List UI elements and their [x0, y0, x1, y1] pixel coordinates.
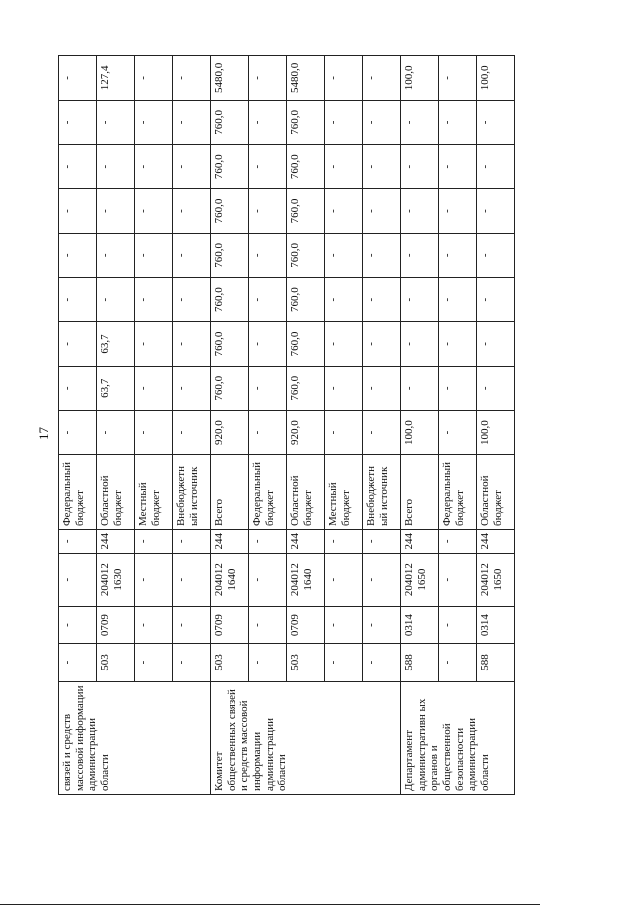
y3-cell: -	[325, 277, 363, 321]
y6-cell: 760,0	[287, 145, 325, 189]
type-cell: -	[325, 530, 363, 554]
rotated-page	[0, 55, 540, 905]
y5-cell: -	[325, 189, 363, 233]
y4-cell: -	[325, 233, 363, 277]
total-cell: -	[363, 410, 401, 454]
section-cell: 0314	[477, 606, 515, 644]
y1-cell: -	[249, 366, 287, 410]
target-cell: -	[59, 553, 97, 606]
y7-cell: -	[439, 100, 477, 144]
y6-cell: -	[173, 145, 211, 189]
y5-cell: -	[439, 189, 477, 233]
y1-cell: -	[439, 366, 477, 410]
y6-cell: -	[439, 145, 477, 189]
total-cell: -	[59, 410, 97, 454]
y1-cell: -	[135, 366, 173, 410]
y4-cell: -	[477, 233, 515, 277]
y2-cell: -	[439, 322, 477, 366]
y7-cell: -	[401, 100, 439, 144]
type-cell: 244	[401, 530, 439, 554]
section-cell: 0709	[97, 606, 135, 644]
type-cell: -	[363, 530, 401, 554]
code-cell: 503	[287, 644, 325, 681]
y7-cell: -	[363, 100, 401, 144]
y3-cell: -	[249, 277, 287, 321]
y6-cell: -	[477, 145, 515, 189]
target-cell: 204012 1650	[477, 553, 515, 606]
table-row	[59, 56, 97, 795]
code-cell: -	[173, 644, 211, 681]
section-cell: -	[59, 606, 97, 644]
total-cell: 920,0	[287, 410, 325, 454]
code-cell: 503	[97, 644, 135, 681]
target-cell: 204012 1650	[401, 553, 439, 606]
y8-cell: -	[249, 56, 287, 101]
source-cell: Областной бюджет	[97, 455, 135, 530]
y1-cell: 63,7	[97, 366, 135, 410]
y7-cell: -	[173, 100, 211, 144]
source-cell: Внебюджетн ый источник	[173, 455, 211, 530]
type-cell: 244	[477, 530, 515, 554]
code-cell: -	[363, 644, 401, 681]
section-cell: -	[173, 606, 211, 644]
section-cell: -	[363, 606, 401, 644]
y7-cell: -	[249, 100, 287, 144]
y5-cell: -	[173, 189, 211, 233]
y6-cell: -	[249, 145, 287, 189]
section-cell: 0709	[211, 606, 249, 644]
total-cell: 100,0	[477, 410, 515, 454]
code-cell: -	[135, 644, 173, 681]
total-cell: -	[439, 410, 477, 454]
code-cell: 503	[211, 644, 249, 681]
source-cell: Областной бюджет	[477, 455, 515, 530]
type-cell: -	[249, 530, 287, 554]
source-cell: Федеральный бюджет	[249, 455, 287, 530]
section-cell: -	[249, 606, 287, 644]
target-cell: 204012 1640	[211, 553, 249, 606]
y2-cell: -	[401, 322, 439, 366]
y1-cell: 760,0	[211, 366, 249, 410]
target-cell: 204012 1640	[287, 553, 325, 606]
y3-cell: -	[363, 277, 401, 321]
total-cell: -	[325, 410, 363, 454]
section-cell: -	[135, 606, 173, 644]
source-cell: Федеральный бюджет	[439, 455, 477, 530]
source-cell: Областной бюджет	[287, 455, 325, 530]
y7-cell: -	[97, 100, 135, 144]
y5-cell: -	[97, 189, 135, 233]
y5-cell: -	[135, 189, 173, 233]
y4-cell: -	[439, 233, 477, 277]
y1-cell: -	[325, 366, 363, 410]
y2-cell: -	[325, 322, 363, 366]
y4-cell: -	[135, 233, 173, 277]
source-cell: Внебюджетн ый источник	[363, 455, 401, 530]
y2-cell: -	[249, 322, 287, 366]
y7-cell: -	[135, 100, 173, 144]
y8-cell: 127,4	[97, 56, 135, 101]
code-cell: -	[59, 644, 97, 681]
y1-cell: -	[363, 366, 401, 410]
code-cell: -	[439, 644, 477, 681]
y6-cell: 760,0	[211, 145, 249, 189]
y8-cell: 100,0	[401, 56, 439, 101]
y3-cell: 760,0	[287, 277, 325, 321]
type-cell: 244	[287, 530, 325, 554]
total-cell: -	[135, 410, 173, 454]
type-cell: 244	[211, 530, 249, 554]
source-cell: Местный бюджет	[325, 455, 363, 530]
y8-cell: -	[325, 56, 363, 101]
source-cell: Всего	[211, 455, 249, 530]
y6-cell: -	[97, 145, 135, 189]
y3-cell: -	[173, 277, 211, 321]
section-cell: 0709	[287, 606, 325, 644]
total-cell: -	[249, 410, 287, 454]
y2-cell: 63,7	[97, 322, 135, 366]
y2-cell: 760,0	[211, 322, 249, 366]
y2-cell: -	[59, 322, 97, 366]
y6-cell: -	[59, 145, 97, 189]
y6-cell: -	[325, 145, 363, 189]
y5-cell: 760,0	[211, 189, 249, 233]
y3-cell: -	[59, 277, 97, 321]
y6-cell: -	[135, 145, 173, 189]
y8-cell: 5480,0	[287, 56, 325, 101]
section-cell: -	[325, 606, 363, 644]
table-row	[401, 56, 439, 795]
y1-cell: -	[59, 366, 97, 410]
target-cell: -	[439, 553, 477, 606]
y2-cell: -	[135, 322, 173, 366]
type-cell: -	[59, 530, 97, 554]
y4-cell: -	[249, 233, 287, 277]
y1-cell: -	[173, 366, 211, 410]
y8-cell: -	[439, 56, 477, 101]
total-cell: 920,0	[211, 410, 249, 454]
target-cell: 204012 1630	[97, 553, 135, 606]
y7-cell: -	[59, 100, 97, 144]
y5-cell: -	[363, 189, 401, 233]
y8-cell: -	[59, 56, 97, 101]
type-cell: 244	[97, 530, 135, 554]
y3-cell: -	[477, 277, 515, 321]
y5-cell: -	[59, 189, 97, 233]
y3-cell: -	[439, 277, 477, 321]
y6-cell: -	[363, 145, 401, 189]
section-cell: -	[439, 606, 477, 644]
total-cell: 100,0	[401, 410, 439, 454]
type-cell: -	[439, 530, 477, 554]
organization-cell: Комитет общественных связей и средств массовой информации администрации области	[211, 681, 401, 794]
y4-cell: -	[401, 233, 439, 277]
y2-cell: -	[173, 322, 211, 366]
y4-cell: -	[363, 233, 401, 277]
y3-cell: -	[135, 277, 173, 321]
target-cell: -	[249, 553, 287, 606]
section-cell: 0314	[401, 606, 439, 644]
y6-cell: -	[401, 145, 439, 189]
y5-cell: -	[477, 189, 515, 233]
y2-cell: -	[477, 322, 515, 366]
target-cell: -	[135, 553, 173, 606]
y8-cell: -	[135, 56, 173, 101]
budget-table	[58, 55, 515, 795]
y7-cell: -	[325, 100, 363, 144]
target-cell: -	[363, 553, 401, 606]
total-cell: -	[173, 410, 211, 454]
y7-cell: 760,0	[287, 100, 325, 144]
y8-cell: 5480,0	[211, 56, 249, 101]
y5-cell: -	[401, 189, 439, 233]
table-row	[211, 56, 249, 795]
y8-cell: -	[363, 56, 401, 101]
total-cell: -	[97, 410, 135, 454]
y7-cell: -	[477, 100, 515, 144]
target-cell: -	[325, 553, 363, 606]
y5-cell: -	[249, 189, 287, 233]
y8-cell: -	[173, 56, 211, 101]
source-cell: Всего	[401, 455, 439, 530]
type-cell: -	[135, 530, 173, 554]
code-cell: -	[325, 644, 363, 681]
organization-cell: связей и средств массовой информации администрации области	[59, 681, 211, 794]
y4-cell: 760,0	[287, 233, 325, 277]
page-number: 17	[36, 427, 51, 440]
y7-cell: 760,0	[211, 100, 249, 144]
y3-cell: 760,0	[211, 277, 249, 321]
y1-cell: -	[477, 366, 515, 410]
source-cell: Федеральный бюджет	[59, 455, 97, 530]
code-cell: -	[249, 644, 287, 681]
y1-cell: 760,0	[287, 366, 325, 410]
y3-cell: -	[97, 277, 135, 321]
code-cell: 588	[477, 644, 515, 681]
y8-cell: 100,0	[477, 56, 515, 101]
y2-cell: -	[363, 322, 401, 366]
y4-cell: -	[173, 233, 211, 277]
target-cell: -	[173, 553, 211, 606]
y4-cell: 760,0	[211, 233, 249, 277]
y3-cell: -	[401, 277, 439, 321]
y5-cell: 760,0	[287, 189, 325, 233]
type-cell: -	[173, 530, 211, 554]
y1-cell: -	[401, 366, 439, 410]
source-cell: Местный бюджет	[135, 455, 173, 530]
code-cell: 588	[401, 644, 439, 681]
organization-cell: Департамент административн ых органов и общественной безопасности администрации области	[401, 681, 515, 794]
y2-cell: 760,0	[287, 322, 325, 366]
y4-cell: -	[97, 233, 135, 277]
y4-cell: -	[59, 233, 97, 277]
